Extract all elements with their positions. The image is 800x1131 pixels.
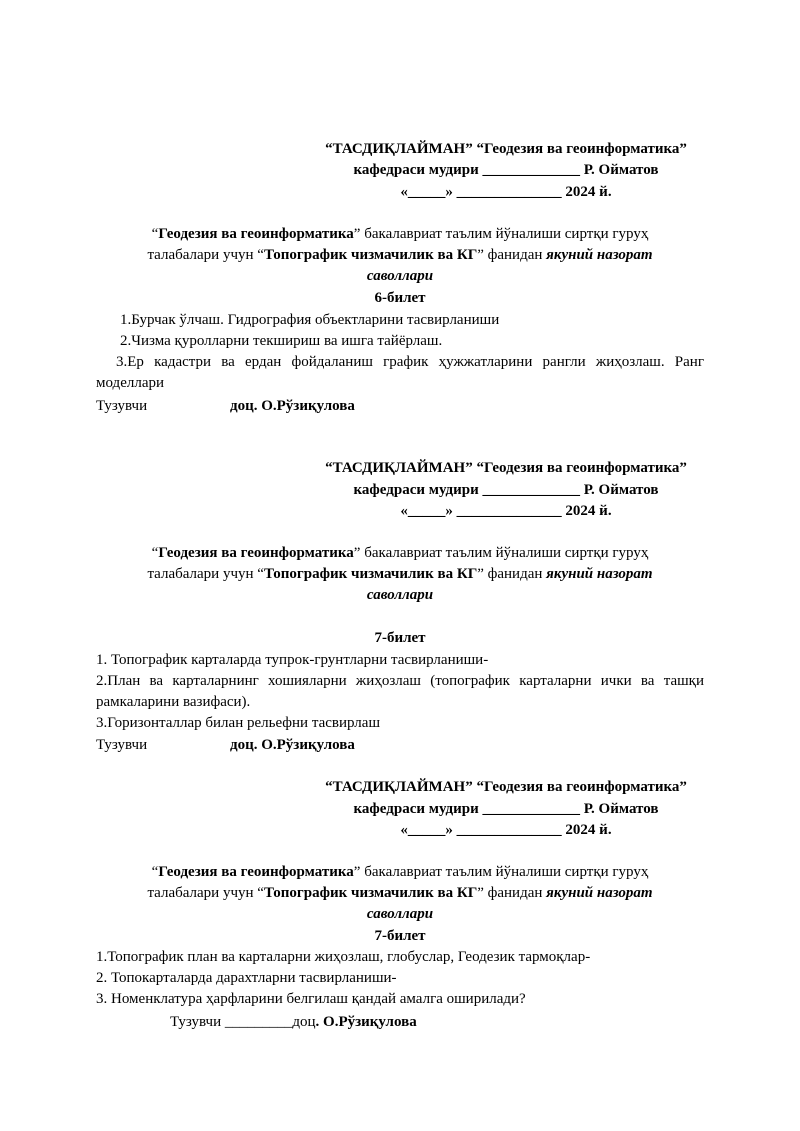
approval-date-line: «_____» ______________ 2024 й. [400,503,612,519]
subject-name: Топографик чизмачилик ва КГ [263,885,478,901]
intro-text: талабалари учун “ [147,247,264,263]
final-control-label: якуний назорат [546,247,653,263]
question-2: 2. Топокарталарда дарахтларни тасвирланиши- [96,970,397,986]
department-head-line: кафедраси мудири _____________ Р. Ойматов [353,801,659,817]
question-1: 1.Бурчак ўлчаш. Гидрография объектларини тасвирланиши [120,312,500,328]
department-head-line: кафедраси мудири _____________ Р. Ойматов [353,482,659,498]
intro-text: бакалавриат таълим йўналиши сиртқи гуруҳ [360,864,649,880]
quote-close: ” [353,545,361,561]
question-3: 3.Горизонталлар билан рельефни тасвирлаш [96,715,380,731]
quote-close: ” [353,864,361,880]
question-2: 2.План ва карталарнинг хошияларни жиҳозлаш (топографик карталарни ички ва ташқи рамкаларини вазифаси). [96,673,704,710]
approval-title: “ТАСДИҚЛАЙМАН” “Геодезия ва геоинформатика” [325,460,687,476]
compiler-label: Тузувчи [96,737,148,753]
final-control-label: якуний назорат [546,566,653,582]
question-3: 3.Ер кадастри ва ердан фойдаланиш график ҳужжатларини рангли жиҳозлаш. Ранг моделлари [96,354,704,391]
department-name: Геодезия ва геоинформатика [158,545,354,561]
subject-name: Топографик чизмачилик ва КГ [263,566,478,582]
intro-text: бакалавриат таълим йўналиши сиртқи гуруҳ [360,226,649,242]
questions-label: саволлари [366,906,434,922]
quote-open: “ [151,226,159,242]
question-2: 2.Чизма қуролларни текшириш ва ишга тайёрлаш. [120,333,443,349]
intro-line-1 [96,224,704,245]
intro-text: ” фанидан [477,247,547,263]
subject-name: Топографик чизмачилик ва КГ [263,247,478,263]
intro-line-1 [96,543,704,564]
department-name: Геодезия ва геоинформатика [158,864,354,880]
question-1: 1. Топографик карталарда тупрок-грунтларни тасвирланиши- [96,652,489,668]
ticket-number: 7-билет [374,630,426,646]
intro-text: ” фанидан [477,885,547,901]
question-3: 3. Номенклатура ҳарфларини белгилаш қандай амалга оширилади? [96,991,526,1007]
intro-line-2 [96,245,704,266]
intro-text: бакалавриат таълим йўналиши сиртқи гуруҳ [360,545,649,561]
approval-date-line: «_____» ______________ 2024 й. [400,822,612,838]
quote-close: ” [353,226,361,242]
quote-open: “ [151,545,159,561]
department-name: Геодезия ва геоинформатика [158,226,354,242]
questions-label: саволлари [366,587,434,603]
ticket-number: 7-билет [374,928,426,944]
signature-blank: _________ [221,1014,293,1030]
compiler-line [170,1012,417,1033]
intro-line-1 [96,862,704,883]
intro-line-2 [96,883,704,904]
question-1: 1.Топографик план ва карталарни жиҳозлаш, глобуслар, Геодезик тармоқлар- [96,949,591,965]
compiler-label: Тузувчи [170,1014,222,1030]
department-head-line: кафедраси мудири _____________ Р. Ойматов [353,162,659,178]
intro-line-2 [96,564,704,585]
intro-text: ” фанидан [477,566,547,582]
compiler-name: . О.Рўзиқулова [315,1014,417,1030]
approval-title: “ТАСДИҚЛАЙМАН” “Геодезия ва геоинформатика” [325,779,687,795]
intro-text: талабалари учун “ [147,566,264,582]
approval-date-line: «_____» ______________ 2024 й. [400,184,612,200]
final-control-label: якуний назорат [546,885,653,901]
compiler-name: доц. О.Рўзиқулова [230,398,355,414]
quote-open: “ [151,864,159,880]
compiler-name: доц. О.Рўзиқулова [230,737,355,753]
approval-title: “ТАСДИҚЛАЙМАН” “Геодезия ва геоинформатика” [325,141,687,157]
questions-label: саволлари [366,268,434,284]
compiler-label: Тузувчи [96,398,148,414]
compiler-title: доц [292,1014,316,1030]
ticket-number: 6-билет [374,290,426,306]
intro-text: талабалари учун “ [147,885,264,901]
